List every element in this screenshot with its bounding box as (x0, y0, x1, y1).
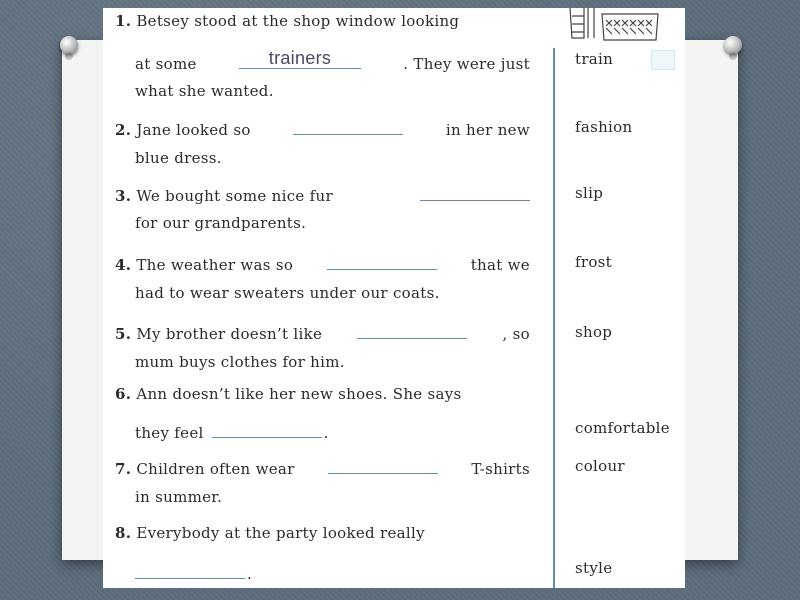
exercise-line (115, 564, 530, 583)
pushpin-icon (60, 36, 78, 54)
exercise-line (115, 48, 530, 73)
exercise-line (115, 353, 530, 371)
item-text: Jane looked so (136, 121, 251, 139)
exercise-line (115, 385, 530, 403)
exercise-line (115, 524, 530, 542)
item-text: what she wanted. (135, 82, 274, 100)
item-text: . They were just (403, 55, 530, 73)
item-number: 7. (115, 460, 132, 478)
item-text: had to wear sweaters under our coats. (135, 284, 440, 302)
item-text: , so (502, 325, 530, 343)
item-number: 4. (115, 256, 132, 274)
item-text: blue dress. (135, 149, 222, 167)
item-number: 6. (115, 385, 132, 403)
item-number: 8. (115, 524, 132, 542)
exercise-line (115, 459, 530, 478)
word-bank-item: slip (575, 184, 604, 202)
item-text: My brother doesn’t like (136, 325, 323, 343)
answer-text: trainers (268, 48, 332, 68)
column-divider (553, 48, 555, 588)
word-bank-item: shop (575, 323, 613, 341)
answer-blank[interactable] (357, 324, 467, 339)
item-text: The weather was so (136, 256, 294, 274)
exercise-line (115, 255, 530, 274)
item-text: . (323, 424, 329, 442)
exercise-line (115, 488, 530, 506)
answer-blank[interactable] (212, 423, 322, 438)
item-text: mum buys clothes for him. (135, 353, 345, 371)
word-bank-item: colour (575, 457, 625, 475)
exercise-line (115, 82, 530, 100)
answer-blank[interactable] (327, 255, 437, 270)
item-text: T-shirts (471, 460, 530, 478)
pushpin-icon (724, 36, 742, 54)
answer-blank[interactable] (328, 459, 438, 474)
item-text: at some (135, 55, 197, 73)
exercise-line (115, 284, 530, 302)
item-text: in summer. (135, 488, 223, 506)
exercise-line (115, 149, 530, 167)
word-bank-item: train (575, 50, 614, 68)
answer-blank[interactable] (239, 48, 361, 69)
answer-blank[interactable] (293, 120, 403, 135)
item-number: 3. (115, 187, 132, 205)
corner-box-decoration (651, 50, 675, 70)
word-bank-item: comfortable (575, 419, 670, 437)
worksheet (103, 8, 685, 588)
word-bank-item: frost (575, 253, 612, 271)
item-text: Children often wear (136, 460, 295, 478)
item-text: that we (470, 256, 530, 274)
exercise-line (115, 214, 530, 232)
item-text: in her new (445, 121, 530, 139)
exercise-line (115, 186, 530, 205)
item-number: 2. (115, 121, 132, 139)
word-bank-item: style (575, 559, 613, 577)
item-text: they feel (135, 424, 204, 442)
exercise-line (115, 423, 530, 442)
item-text: We bought some nice fur (136, 187, 333, 205)
exercise-line (115, 324, 530, 343)
word-bank-item: fashion (575, 118, 633, 136)
illustration-fragment (558, 8, 668, 46)
exercise-line (115, 120, 530, 139)
answer-blank[interactable] (420, 186, 530, 201)
exercise-line (115, 12, 530, 30)
answer-blank[interactable] (135, 564, 245, 579)
item-number: 5. (115, 325, 132, 343)
item-text: Ann doesn’t like her new shoes. She says (136, 385, 462, 403)
item-text: . (247, 565, 253, 583)
item-text: Everybody at the party looked really (136, 524, 425, 542)
item-number: 1. (115, 12, 132, 30)
item-text: Betsey stood at the shop window looking (136, 12, 460, 30)
item-text: for our grandparents. (135, 214, 307, 232)
